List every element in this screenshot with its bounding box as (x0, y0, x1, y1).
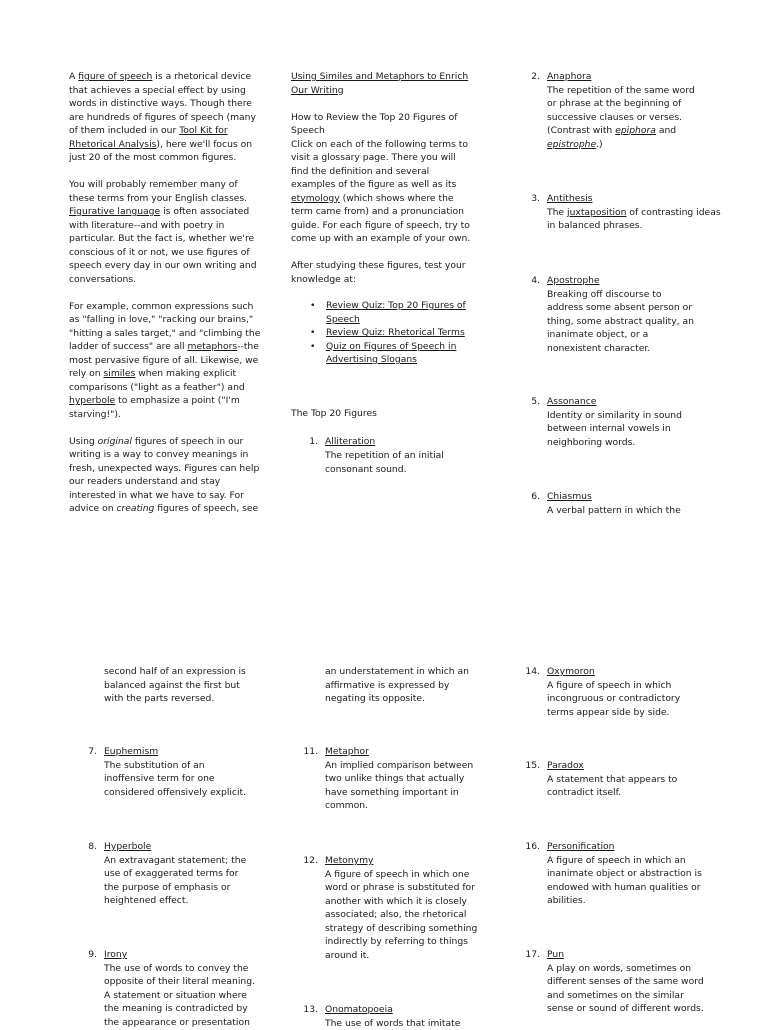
quiz-links-list (291, 299, 481, 367)
link-metaphors[interactable]: metaphors (188, 341, 238, 352)
link-figurative-language[interactable]: Figurative language (69, 206, 160, 217)
figure-number: 14. (520, 665, 540, 679)
link-quiz-advertising[interactable]: Quiz on Figures of Speech in Advertising Slogans (326, 341, 456, 366)
figure-number: 5. (520, 395, 540, 409)
figure-term-antithesis[interactable]: Antithesis (547, 192, 592, 206)
top20-heading: The Top 20 Figures (291, 407, 377, 421)
figure-number: 2. (520, 70, 540, 84)
figure-number: 11. (298, 745, 318, 759)
list-item (291, 326, 481, 340)
figure-definition: The repetition of an initial consonant sound. (325, 449, 475, 476)
figure-number: 4. (520, 274, 540, 288)
intro-paragraph-1: A figure of speech is a rhetorical device that achieves a special effect by using words in distinctive ways. Though there are hundreds of figures of speech (many of them included in our Tool Kit for Rhetorical Analysis), here we'll focus on just 20 of the most common figures. (69, 70, 261, 165)
figure-definition: Identity or similarity in sound between internal vowels in neighboring words. (547, 409, 697, 450)
figure-term-apostrophe[interactable]: Apostrophe (547, 274, 600, 288)
figure-definition: A figure of speech in which one word or phrase is substituted for another with which it is closely associated; also, the rhetorical strategy of describing something indirectly by referring to things around it. (325, 868, 480, 963)
how-to-text: Click on each of the following terms to visit a glossary page. There you will find the definition and several examples of the figure as well as its etymology (which shows where the term came from) and a pronunciation guide. For each figure of speech, try to come up with an example of your own. (291, 138, 475, 246)
figure-definition: An extravagant statement; the use of exaggerated terms for the purpose of emphasis or heightened effect. (104, 854, 254, 908)
intro-paragraph-3: For example, common expressions such as "falling in love," "racking our brains," "hitting a sales target," and "climbing the ladder of success" are all metaphors--the most pervasive figure of all. Likewise, we rely on similes when making explicit comparisons ("light as a feather") and hyperbole to emphasize a point ("I'm starving!"). (69, 300, 261, 422)
figure-definition: A figure of speech in which incongruous or contradictory terms appear side by side. (547, 679, 697, 720)
link-quiz-rhetorical[interactable]: Review Quiz: Rhetorical Terms (326, 327, 465, 338)
figure-term-paradox[interactable]: Paradox (547, 759, 584, 773)
after-studying-text: After studying these figures, test your knowledge at: (291, 259, 475, 286)
link-etymology[interactable]: etymology (291, 193, 340, 204)
figure-number: 6. (520, 490, 540, 504)
link-hyperbole[interactable]: hyperbole (69, 395, 115, 406)
figure-number: 1. (298, 435, 318, 449)
figure-definition: A figure of speech in which an inanimate object or abstraction is endowed with human qualities or abilities. (547, 854, 712, 908)
link-tool-kit[interactable]: Tool Kit for Rhetorical Analysis (69, 125, 228, 150)
link-epiphora[interactable]: epiphora (615, 125, 656, 136)
figure-term-pun[interactable]: Pun (547, 948, 564, 962)
intro-text (69, 70, 261, 516)
figure-definition: An implied comparison between two unlike things that actually have something important in common. (325, 759, 475, 813)
figure-term-euphemism[interactable]: Euphemism (104, 745, 158, 759)
figure-term-hyperbole[interactable]: Hyperbole (104, 840, 151, 854)
figure-term-assonance[interactable]: Assonance (547, 395, 596, 409)
figure-number: 15. (520, 759, 540, 773)
figure-number: 12. (298, 854, 318, 868)
figure-term-metaphor[interactable]: Metaphor (325, 745, 369, 759)
figure-number: 17. (520, 948, 540, 962)
figure-definition-continued: second half of an expression is balanced against the first but with the parts reversed. (104, 665, 254, 706)
link-juxtaposition[interactable]: juxtaposition (567, 207, 626, 218)
list-item (291, 299, 481, 326)
figure-number: 8. (77, 840, 97, 854)
figure-term-alliteration[interactable]: Alliteration (325, 435, 375, 449)
similes-link-paragraph (291, 70, 475, 97)
figure-term-oxymoron[interactable]: Oxymoron (547, 665, 595, 679)
figure-term-irony[interactable]: Irony (104, 948, 127, 962)
figure-term-chiasmus[interactable]: Chiasmus (547, 490, 592, 504)
figure-definition: The substitution of an inoffensive term for one considered offensively explicit. (104, 759, 254, 800)
intro-paragraph-2: You will probably remember many of these terms from your English classes. Figurative language is often associated with literature--and with poetry in particular. But the fact is, whether we're conscious of it or not, we use figures of speech every day in our own writing and conversations. (69, 178, 261, 286)
link-epistrophe[interactable]: epistrophe (547, 139, 596, 150)
figure-number: 9. (77, 948, 97, 962)
figure-term-personification[interactable]: Personification (547, 840, 615, 854)
figure-number: 16. (520, 840, 540, 854)
figure-number: 3. (520, 192, 540, 206)
intro-paragraph-4: Using original figures of speech in our writing is a way to convey meanings in fresh, unexpected ways. Figures can help our readers understand and stay interested in what we have to say. For advice on creating figures of speech, see (69, 435, 261, 516)
figure-term-onomatopoeia[interactable]: Onomatopoeia (325, 1003, 393, 1017)
list-item (291, 340, 481, 367)
figure-term-metonymy[interactable]: Metonymy (325, 854, 373, 868)
figure-number: 7. (77, 745, 97, 759)
figure-definition: A statement that appears to contradict itself. (547, 773, 697, 800)
link-quiz-top-20[interactable]: Review Quiz: Top 20 Figures of Speech (326, 300, 466, 325)
link-using-similes[interactable]: Using Similes and Metaphors to Enrich Our Writing (291, 71, 468, 96)
figure-definition: A play on words, sometimes on different senses of the same word and sometimes on the similar sense or sound of different words. (547, 962, 712, 1016)
figure-definition: The use of words to convey the opposite of their literal meaning. A statement or situation where the meaning is contradicted by the appearance or presentation (104, 962, 259, 1030)
figure-term-anaphora[interactable]: Anaphora (547, 70, 591, 84)
figure-number: 13. (298, 1003, 318, 1017)
figure-definition: The juxtaposition of contrasting ideas in balanced phrases. (547, 206, 727, 233)
figure-definition: Breaking off discourse to address some absent person or thing, some abstract quality, an inanimate object, or a nonexistent character. (547, 288, 695, 356)
link-figure-of-speech[interactable]: figure of speech (78, 71, 152, 82)
link-similes[interactable]: similes (104, 368, 136, 379)
how-to-heading: How to Review the Top 20 Figures of Speech (291, 111, 475, 138)
review-section (291, 70, 475, 286)
figure-definition: The repetition of the same word or phrase at the beginning of successive clauses or verses. (Contrast with epiphora and epistrophe.) (547, 84, 705, 152)
figure-definition-continued: an understatement in which an affirmative is expressed by negating its opposite. (325, 665, 475, 706)
figure-definition: A verbal pattern in which the (547, 504, 727, 518)
figure-definition: The use of words that imitate (325, 1017, 480, 1030)
